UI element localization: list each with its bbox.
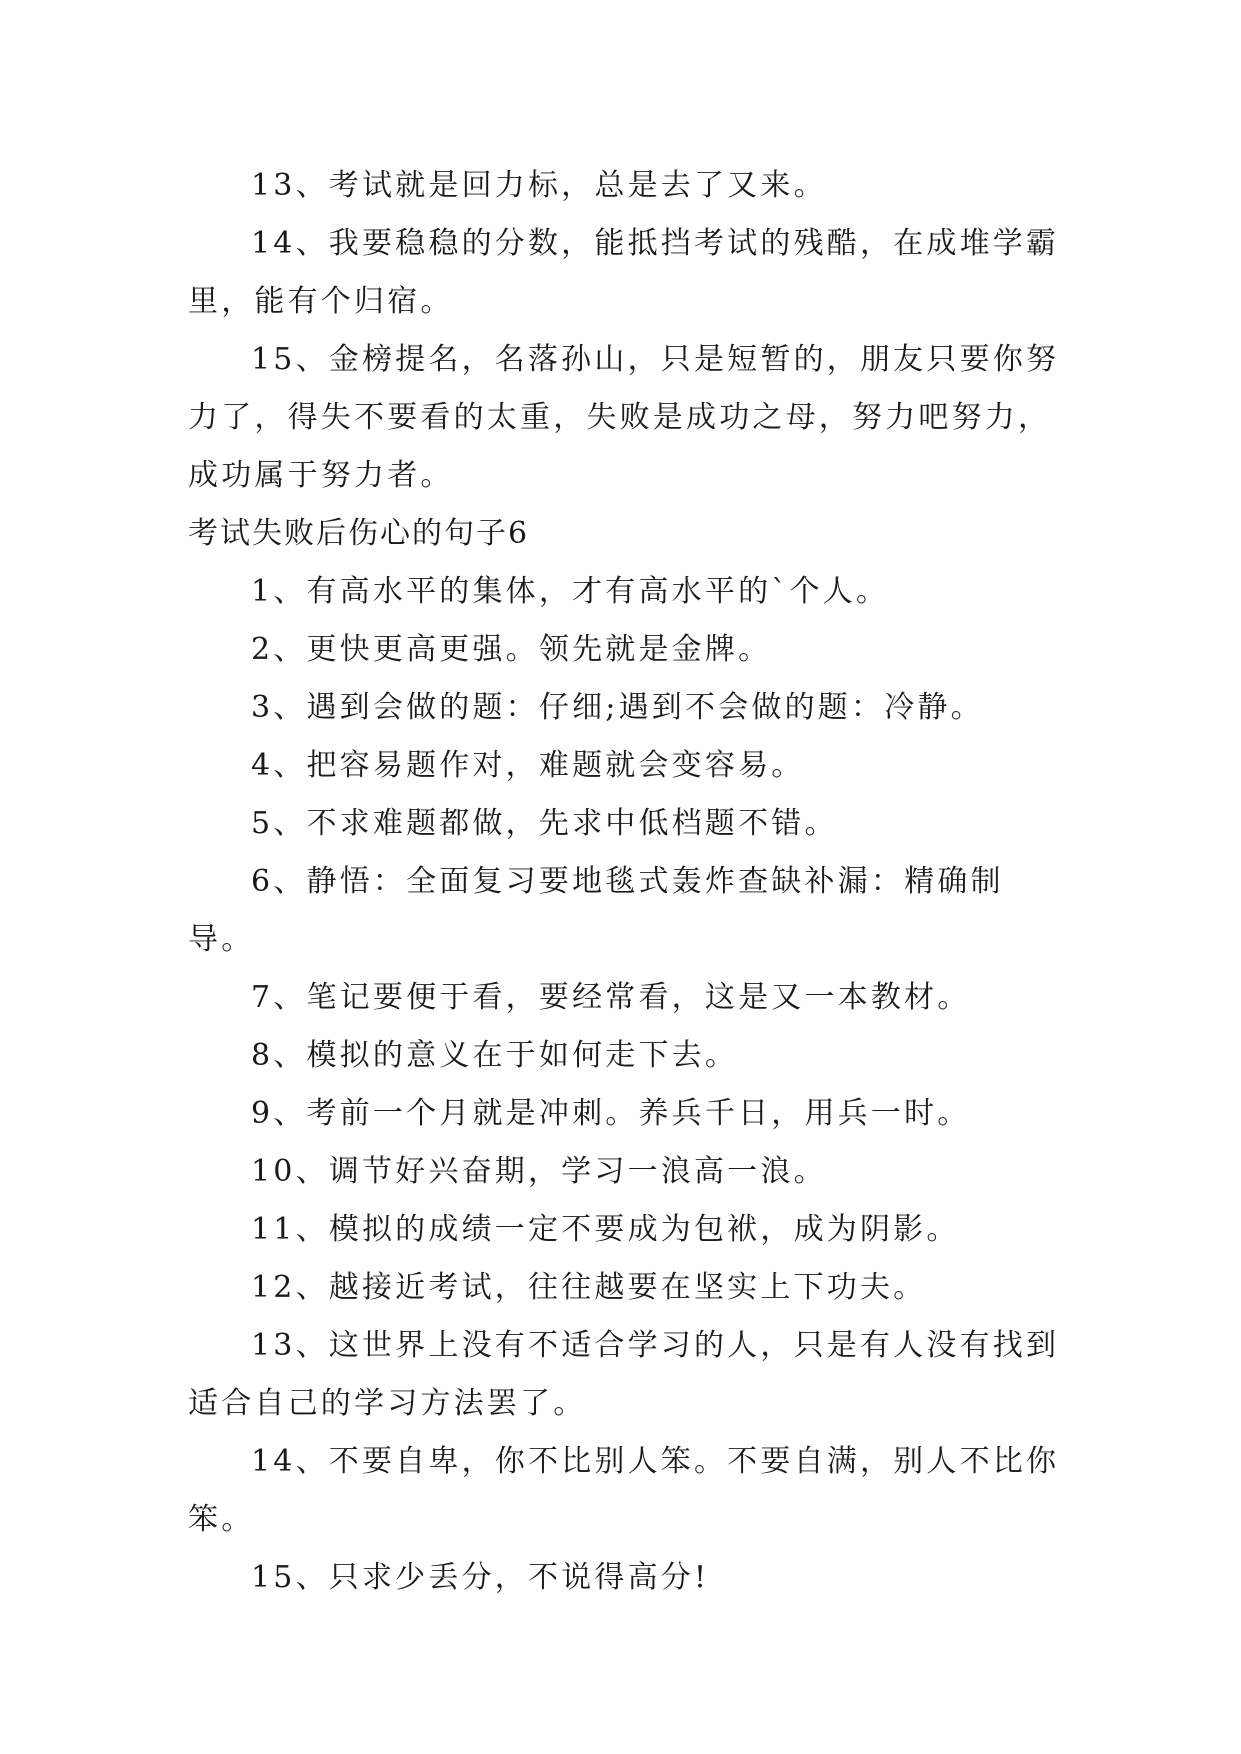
paragraph: 8、模拟的意义在于如何走下去。 bbox=[251, 1038, 739, 1073]
paragraph: 14、不要自卑，你不比别人笨。不要自满，别人不比你笨。 bbox=[188, 1444, 1060, 1537]
section-heading: 考试失败后伤心的句子6 bbox=[188, 516, 530, 551]
paragraph: 10、调节好兴奋期，学习一浪高一浪。 bbox=[251, 1154, 827, 1189]
paragraph: 12、越接近考试，往往越要在坚实上下功夫。 bbox=[251, 1270, 927, 1305]
paragraph: 15、只求少丢分，不说得高分! bbox=[251, 1560, 710, 1595]
paragraph: 2、更快更高更强。领先就是金牌。 bbox=[251, 632, 772, 667]
paragraph: 3、遇到会做的题：仔细;遇到不会做的题：冷静。 bbox=[251, 690, 984, 725]
paragraph: 1、有高水平的集体，才有高水平的`个人。 bbox=[251, 574, 890, 609]
paragraph: 9、考前一个月就是冲刺。养兵千日，用兵一时。 bbox=[251, 1096, 971, 1131]
paragraph: 15、金榜提名，名落孙山，只是短暂的，朋友只要你努力了，得失不要看的太重，失败是成功之母，努力吧努力，成功属于努力者。 bbox=[188, 342, 1060, 493]
paragraph: 7、笔记要便于看，要经常看，这是又一本教材。 bbox=[251, 980, 971, 1015]
paragraph: 13、这世界上没有不适合学习的人，只是有人没有找到适合自己的学习方法罢了。 bbox=[188, 1328, 1060, 1421]
paragraph: 13、考试就是回力标，总是去了又来。 bbox=[251, 168, 827, 203]
paragraph: 14、我要稳稳的分数，能抵挡考试的残酷，在成堆学霸里，能有个归宿。 bbox=[188, 226, 1060, 319]
paragraph: 6、静悟：全面复习要地毯式轰炸查缺补漏：精确制导。 bbox=[188, 864, 1004, 957]
paragraph: 11、模拟的成绩一定不要成为包袱，成为阴影。 bbox=[251, 1212, 960, 1247]
paragraph: 4、把容易题作对，难题就会变容易。 bbox=[251, 748, 805, 783]
paragraph: 5、不求难题都做，先求中低档题不错。 bbox=[251, 806, 838, 841]
